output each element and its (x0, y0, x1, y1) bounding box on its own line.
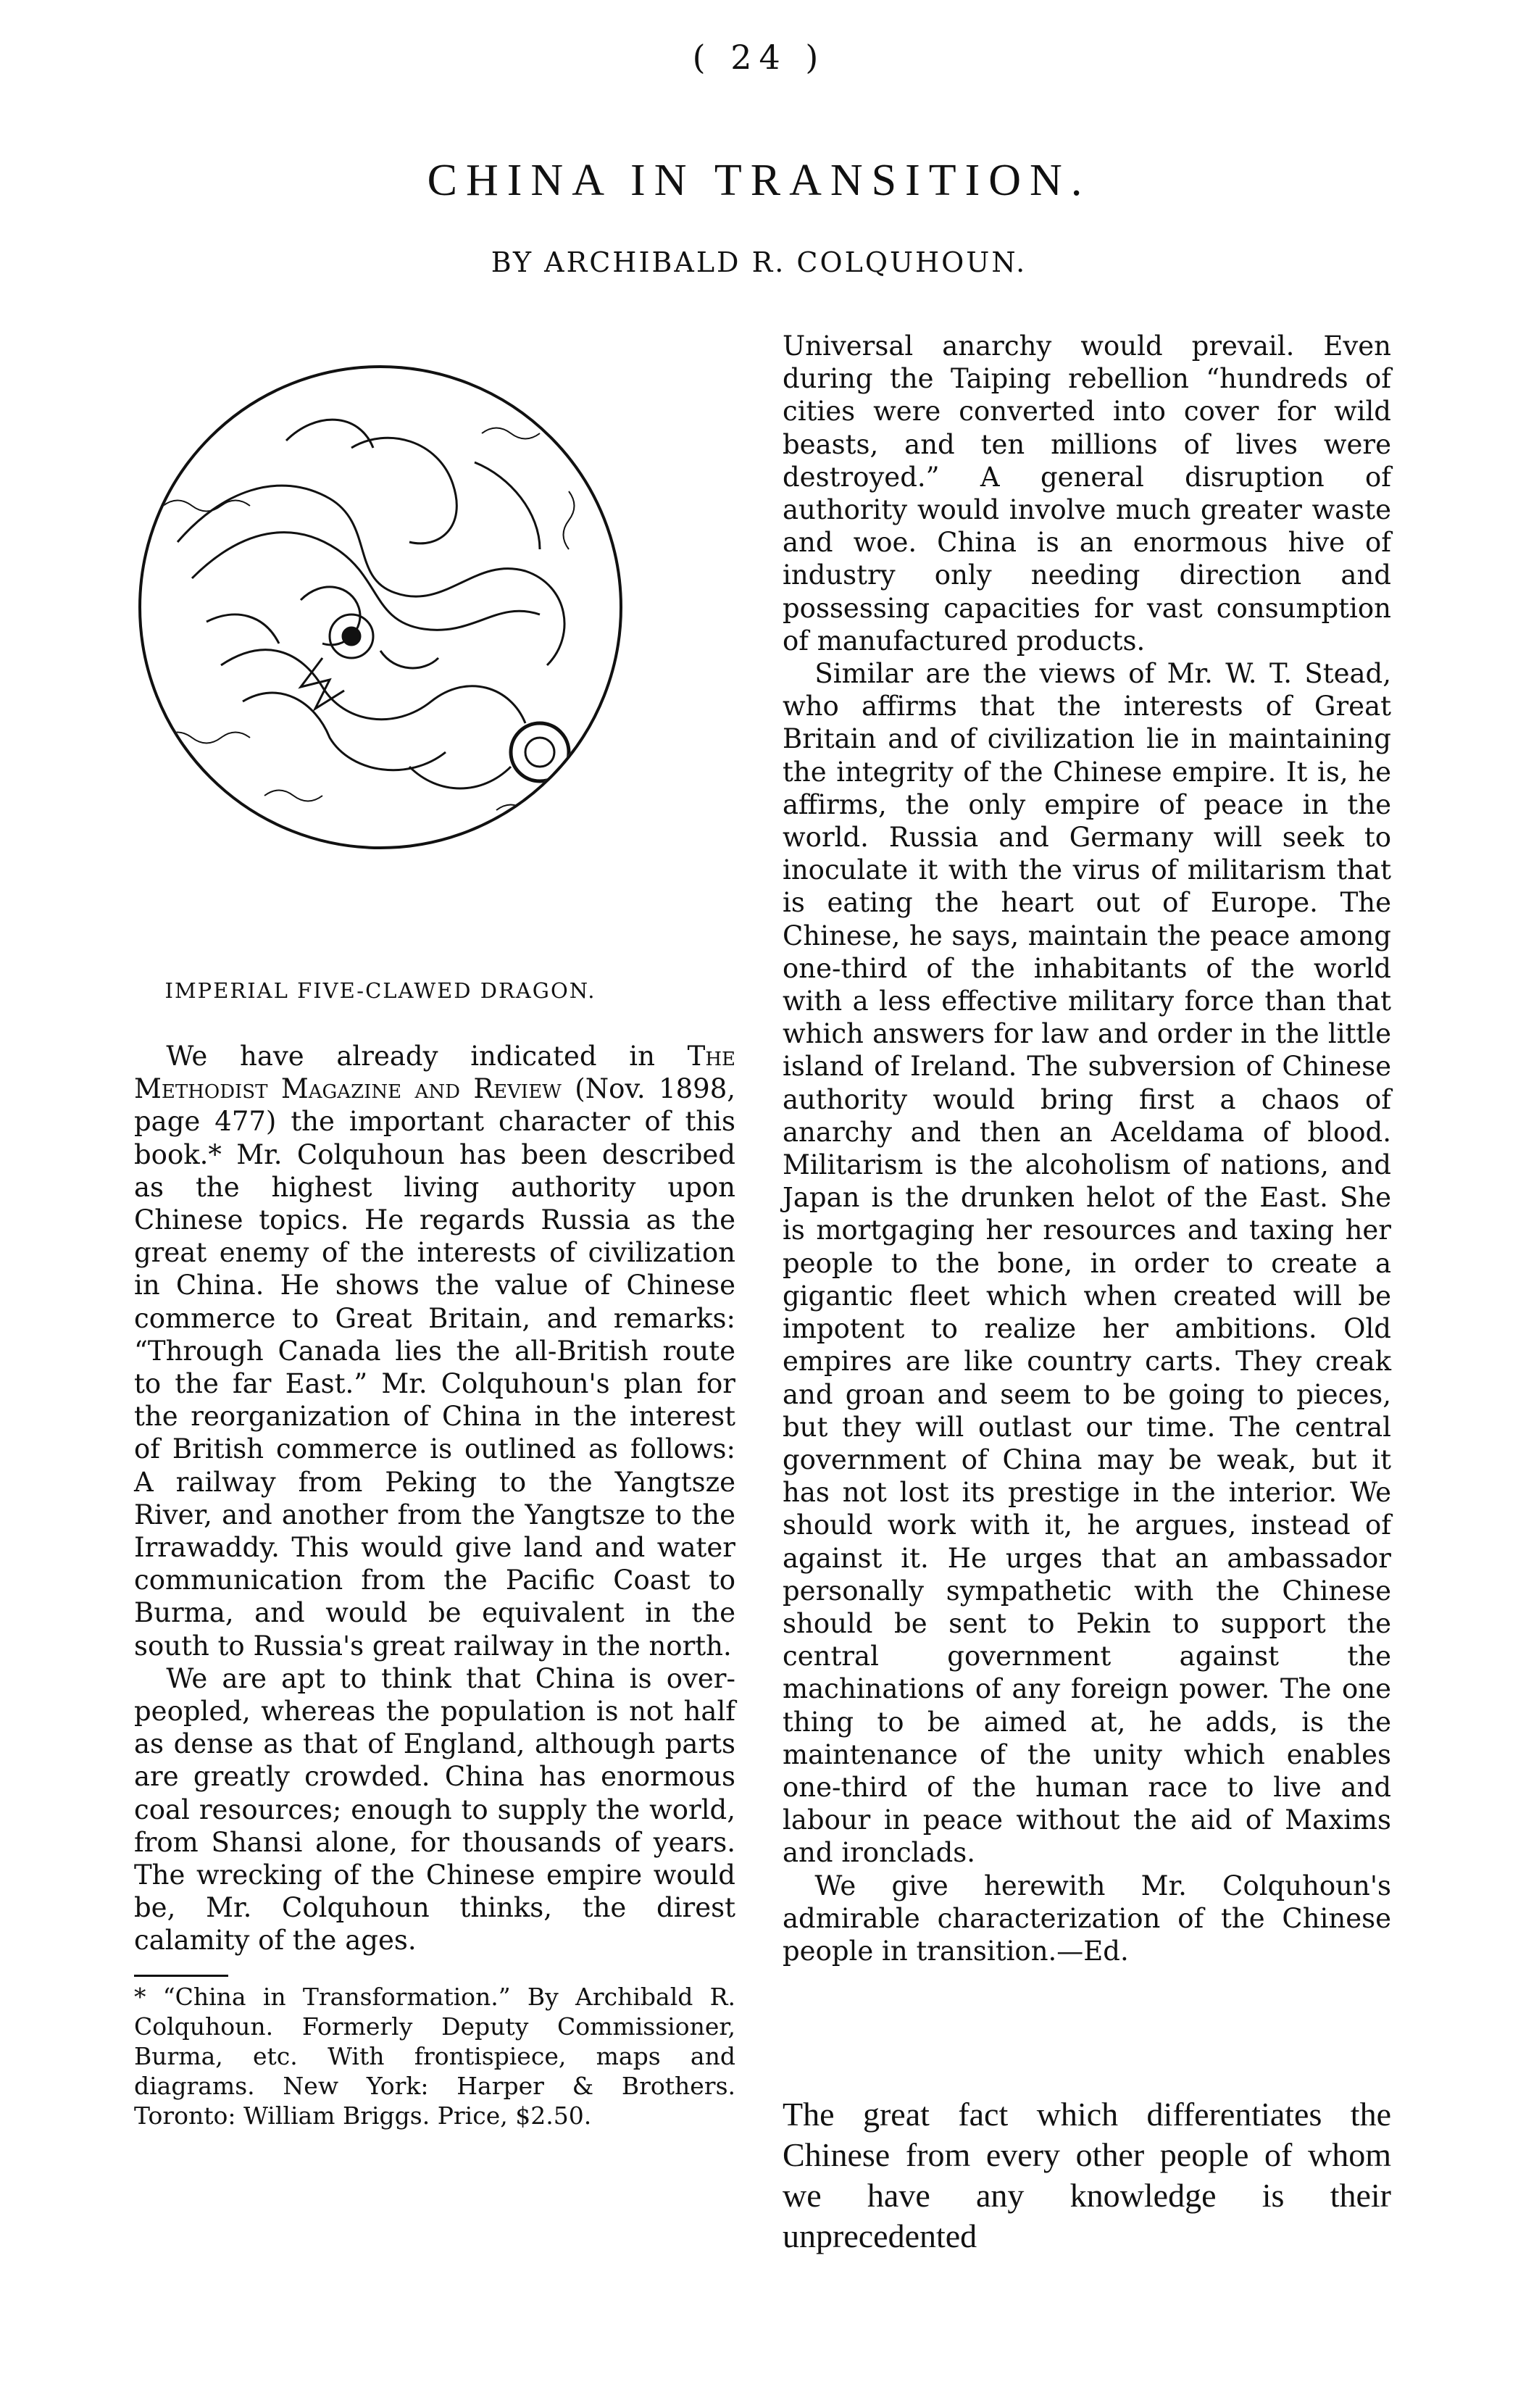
figure-caption: IMPERIAL FIVE-CLAWED DRAGON. (164, 978, 596, 1003)
dragon-figure (134, 361, 627, 1003)
dragon-illustration-icon (134, 361, 627, 854)
left-paragraph-2: We are apt to think that China is over-peopled, whereas the population is not half as dense as that of England, although parts are greatly crowded. China has enormous coal resources; enough to supply the world, from Shansi alone, for thousands of years. The wrecking of the Chinese empire would be, Mr. Colquhoun thinks, the direst calamity of the ages. (134, 1662, 735, 1957)
right-paragraph-3: We give herewith Mr. Colquhoun's admirable characterization of the Chinese people in transition.—Ed. (783, 1870, 1391, 1967)
right-column (783, 330, 1391, 1967)
footnote-divider (134, 1975, 228, 1977)
right-paragraph-1: Universal anarchy would prevail. Even during the Taiping rebellion “hundreds of cities were converted into cover for wild beasts, and ten millions of lives were destroyed.” A general disruption of authority would involve much greater waste and woe. China is an enormous hive of industry only needing direction and possessing capacities for vast consumption of manufactured products. (783, 330, 1391, 657)
left-paragraph-1-intro: We have already indicated in (166, 1041, 688, 1072)
page-number: ( 24 ) (692, 38, 826, 77)
article-byline: BY ARCHIBALD R. COLQUHOUN. (491, 246, 1027, 278)
journal-title: The Methodist Magazine and Review (134, 1041, 735, 1105)
left-column (134, 1040, 735, 1957)
article-title: CHINA IN TRANSITION. (427, 156, 1091, 205)
left-paragraph-1 (134, 1040, 735, 1662)
excerpt-text: The great fact which differentiates the Chinese from every other people of whom we have any knowledge is their unprecedented (783, 2096, 1391, 2254)
left-paragraph-1-body: (Nov. 1898, page 477) the important character of this book.* Mr. Colquhoun has been described as the highest living authority upon Chinese topics. He regards Russia as the great enemy of the interests of civilization in China. He shows the value of Chinese commerce to Great Britain, and remarks: “Through Canada lies the all-British route to the far East.” Mr. Colquhoun's plan for the reorganization of China in the interest of British commerce is outlined as follows: A railway from Peking to the Yangtsze River, and another from the Yangtsze to the Irrawaddy. This would give land and water communication from the Pacific Coast to Burma, and would be equivalent in the south to Russia's great railway in the north. (134, 1073, 735, 1662)
footnote: * “China in Transformation.” By Archibald R. Colquhoun. Formerly Deputy Commissioner, Burma, etc. With frontispiece, maps and diagrams. New York: Harper & Brothers. Toronto: William Briggs. Price, $2.50. (134, 1983, 735, 2130)
right-paragraph-2: Similar are the views of Mr. W. T. Stead, who affirms that the interests of Great Britain and of civilization lie in maintaining the integrity of the Chinese empire. It is, he affirms, the only empire of peace in the world. Russia and Germany will seek to inoculate it with the virus of militarism that is eating the heart out of Europe. The Chinese, he says, maintain the peace among one-third of the inhabitants of the world with a less effective military force than that which answers for law and order in the little island of Ireland. The subversion of Chinese authority would bring first a chaos of anarchy and then an Aceldama of blood. Militarism is the alcoholism of nations, and Japan is the drunken helot of the East. She is mortgaging her resources and taxing her people to the bone, in order to create a gigantic fleet which when created will be impotent to realize her ambitions. Old empires are like country carts. They creak and groan and seem to be going to pieces, but they will outlast our time. The central government of China may be weak, but it has not lost its prestige in the interior. We should work with it, he argues, instead of against it. He urges that an ambassador personally sympathetic with the Chinese should be sent to Pekin to support the central government against the machinations of any foreign power. The one thing to be aimed at, he adds, is the maintenance of the unity which enables one-third of the human race to live and labour in peace without the aid of Maxims and ironclads. (783, 658, 1391, 1869)
